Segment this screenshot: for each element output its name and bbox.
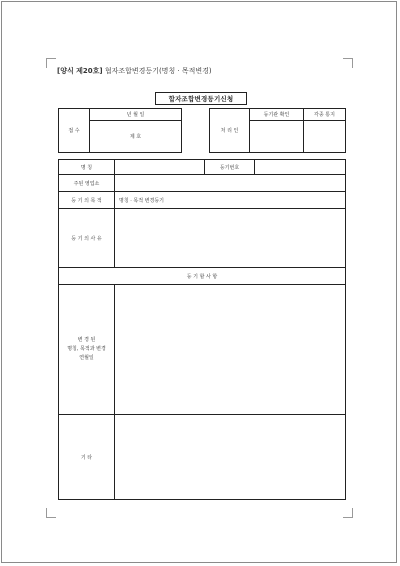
reg-number-field[interactable] — [255, 160, 346, 175]
receipt-date-label: 년 월 일 — [90, 109, 182, 121]
changed-items-label — [59, 285, 115, 415]
changed-items-line1: 변 경 된 — [77, 337, 96, 343]
form-header — [57, 66, 212, 76]
principal-office-field[interactable] — [115, 175, 346, 192]
application-table — [58, 159, 346, 500]
registrar-field[interactable] — [250, 121, 304, 153]
reg-reason-label: 등 기 의 사 유 — [59, 209, 115, 268]
registrar-label: 등기관 확인 — [250, 109, 304, 121]
reg-cause-label: 등 기 의 목 적 — [59, 192, 115, 209]
trade-name-field[interactable] — [115, 160, 205, 175]
reg-cause-value: 명칭 · 목적 변경등기 — [115, 192, 346, 209]
form-description: 협자조합변경등기(명칭 · 목적변경) — [104, 67, 212, 75]
crop-mark-bottom-left — [46, 508, 56, 518]
trade-name-label: 명 칭 — [59, 160, 115, 175]
changed-items-field[interactable] — [115, 285, 346, 415]
other-label: 기 타 — [59, 415, 115, 500]
notice-label: 각종 통지 — [304, 109, 346, 121]
other-field[interactable] — [115, 415, 346, 500]
process-label: 처 리 인 — [210, 109, 250, 153]
reg-number-label: 등기번호 — [205, 160, 255, 175]
reg-reason-field[interactable] — [115, 209, 346, 268]
form-number: [양식 제20호] — [57, 67, 103, 75]
crop-mark-bottom-right — [343, 508, 353, 518]
changed-items-line3: 연월일 — [79, 355, 94, 361]
crop-mark-top-left — [46, 58, 56, 68]
principal-office-label: 주된 영업소 — [59, 175, 115, 192]
spacer-cell — [182, 109, 210, 153]
changed-items-line2: 명칭, 목적과 변경 — [67, 346, 106, 352]
receipt-number-label: 제 호 — [90, 121, 182, 153]
reg-matters-header: 등 기 할 사 항 — [59, 268, 346, 285]
form-title: 합자조합변경등기신청 — [155, 92, 247, 105]
notice-field[interactable] — [304, 121, 346, 153]
receipt-label: 접 수 — [59, 109, 90, 153]
receipt-table — [58, 108, 346, 153]
crop-mark-top-right — [343, 58, 353, 68]
